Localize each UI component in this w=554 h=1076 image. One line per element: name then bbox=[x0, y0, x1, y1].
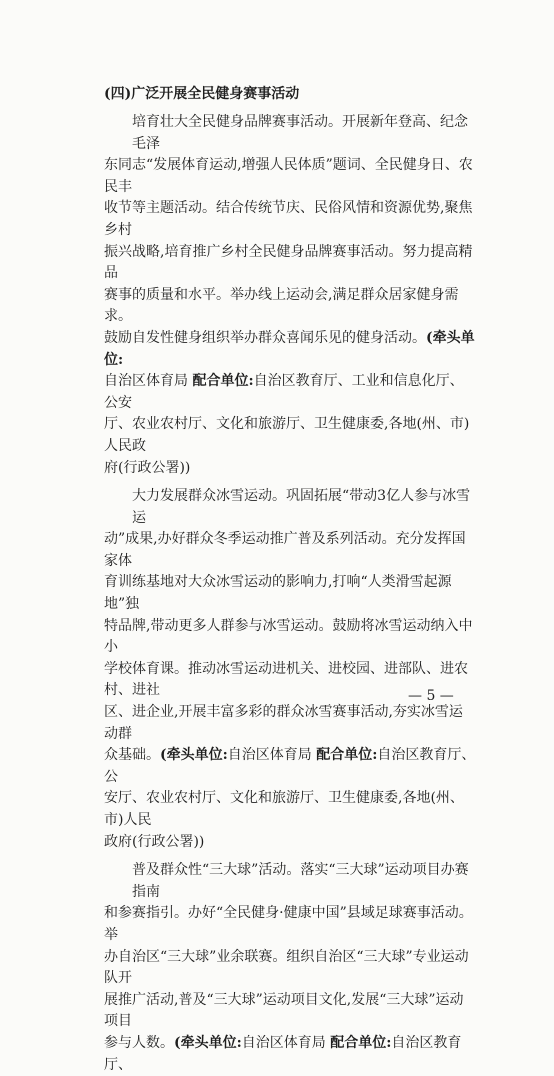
paragraph-brand-events bbox=[104, 112, 476, 479]
page-number: — 5 — bbox=[408, 688, 454, 704]
p1-line-3: 收节等主题活动。结合传统节庆、民俗风情和资源优势,聚焦乡村 bbox=[104, 200, 473, 238]
p1-line-1: 培育壮大全民健身品牌赛事活动。开展新年登高、纪念毛泽 bbox=[132, 114, 468, 152]
p1-line-9: 府(行政公署)) bbox=[104, 459, 191, 476]
paragraph-ice-snow bbox=[104, 486, 476, 853]
p2-line-9: 政府(行政公署)) bbox=[104, 833, 205, 850]
p1-line-5: 赛事的质量和水平。举办线上运动会,满足群众居家健身需求。 bbox=[104, 286, 459, 325]
p1-line-2: 东同志“发展体育运动,增强人民体质”题词、全民健身日、农民丰 bbox=[104, 157, 473, 195]
p3-line-5: 参与人数。(牵头单位:自治区体育局 配合单位:自治区教育厅、 bbox=[104, 1034, 462, 1073]
document-body bbox=[104, 84, 476, 1076]
p2-line-6: 区、进企业,开展丰富多彩的群众冰雪赛事活动,夯实冰雪运动群 bbox=[104, 704, 463, 742]
p1-line-8: 厅、农业农村厅、文化和旅游厅、卫生健康委,各地(州、市)人民政 bbox=[104, 416, 470, 454]
p2-line-1: 大力发展群众冰雪运动。巩固拓展“带动3亿人参与冰雪运 bbox=[132, 488, 471, 526]
p2-line-5: 学校体育课。推动冰雪运动进机关、进校园、进部队、进农村、进社 bbox=[104, 660, 468, 699]
p1-line-6: 鼓励自发性健身组织举办群众喜闻乐见的健身活动。(牵头单位: bbox=[104, 329, 475, 368]
p3-line-3: 办自治区“三大球”业余联赛。组织自治区“三大球”专业运动队开 bbox=[104, 948, 469, 987]
p2-line-2: 动”成果,办好群众冬季运动推广普及系列活动。充分发挥国家体 bbox=[104, 531, 466, 569]
paragraph-three-balls bbox=[104, 860, 476, 1076]
p3-line-1: 普及群众性“三大球”活动。落实“三大球”运动项目办赛指南 bbox=[132, 862, 469, 900]
p1-line-7: 自治区体育局 配合单位:自治区教育厅、工业和信息化厅、公安 bbox=[104, 373, 464, 411]
p2-line-3: 育训练基地对大众冰雪运动的影响力,打响“人类滑雪起源地”独 bbox=[104, 574, 452, 613]
p2-line-4: 特品牌,带动更多人群参与冰雪运动。鼓励将冰雪运动纳入中小 bbox=[104, 617, 473, 656]
section-heading: (四)广泛开展全民健身赛事活动 bbox=[104, 86, 300, 102]
p2-line-7: 众基础。(牵头单位:自治区体育局 配合单位:自治区教育厅、公 bbox=[104, 747, 476, 785]
p2-line-8: 安厅、农业农村厅、文化和旅游厅、卫生健康委,各地(州、市)人民 bbox=[104, 790, 464, 828]
p3-line-2: 和参赛指引。办好“全民健身·健康中国”县域足球赛事活动。举 bbox=[104, 905, 473, 943]
p1-line-4: 振兴战略,培育推广乡村全民健身品牌赛事活动。努力提高精品 bbox=[104, 243, 473, 282]
p3-line-4: 展推广活动,普及“三大球”运动项目文化,发展“三大球”运动项目 bbox=[104, 991, 464, 1030]
